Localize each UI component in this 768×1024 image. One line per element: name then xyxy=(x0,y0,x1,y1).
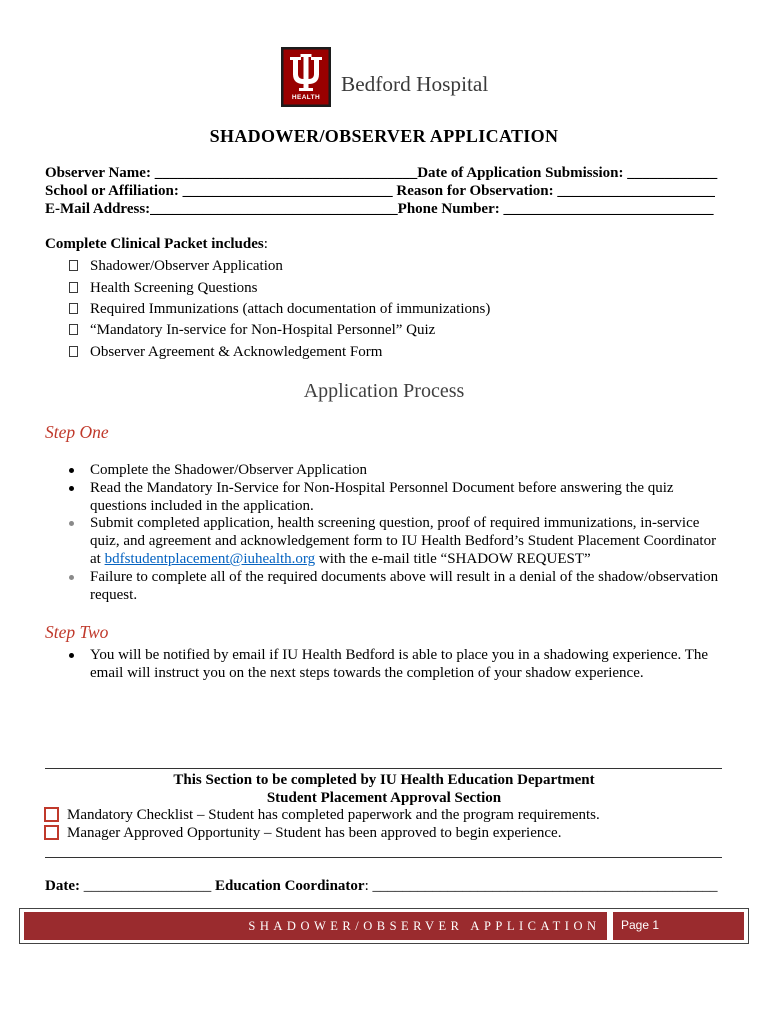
hospital-name: Bedford Hospital xyxy=(341,72,489,96)
divider xyxy=(45,857,722,858)
bullet-text: questions included in the application. xyxy=(90,498,314,514)
observer-name-label: Observer Name: xyxy=(45,165,155,181)
bullet-text xyxy=(90,550,716,568)
email-prefix: at xyxy=(90,551,105,567)
bullet-text: request. xyxy=(90,587,138,603)
signoff-row xyxy=(45,877,718,895)
email-suffix: with the e-mail title “SHADOW REQUEST” xyxy=(315,551,591,567)
step-one-bullet xyxy=(90,514,716,568)
footer-title-bar xyxy=(24,912,607,940)
school-label: School or Affiliation: xyxy=(45,183,183,199)
packet-heading xyxy=(45,235,268,253)
approval-heading: This Section to be completed by IU Health Education Department xyxy=(173,772,595,788)
checkbox-empty-icon xyxy=(69,260,78,271)
bullet-icon xyxy=(69,653,74,658)
footer-page-box xyxy=(613,912,744,940)
packet-item xyxy=(90,279,257,297)
packet-item-label: Observer Agreement & Acknowledgement Form xyxy=(90,344,383,360)
bullet-text: email will instruct you on the next steps towards the completion of your shadow experience. xyxy=(90,665,644,681)
observer-name-row xyxy=(45,164,717,182)
page-title: SHADOWER/OBSERVER APPLICATION xyxy=(209,126,559,146)
coordinator-label: Education Coordinator xyxy=(211,878,365,894)
checkbox-empty-icon xyxy=(69,324,78,335)
phone-label: Phone Number: xyxy=(397,201,504,217)
bullet-text: Submit completed application, health screening question, proof of required immunizations, in-service xyxy=(90,515,700,531)
bullet-icon xyxy=(69,575,74,580)
step-one-heading: Step One xyxy=(45,422,109,442)
packet-item-label: Health Screening Questions xyxy=(90,280,258,296)
date-label: Date: xyxy=(45,878,84,894)
observer-name-blank: ___________________________________ xyxy=(154,165,418,181)
packet-item xyxy=(90,300,490,318)
packet-item xyxy=(90,321,435,339)
approval-item xyxy=(67,824,561,842)
packet-item-label: “Mandatory In-service for Non-Hospital Personnel” Quiz xyxy=(90,322,436,338)
submission-date-blank: ____________ xyxy=(627,165,718,181)
submission-date-label: Date of Application Submission: xyxy=(417,165,628,181)
footer-title: SHADOWER/OBSERVER APPLICATION xyxy=(248,919,601,933)
date-blank: _________________ xyxy=(83,878,212,894)
email-link[interactable]: bdfstudentplacement@iuhealth.org xyxy=(104,551,316,567)
reason-blank: _____________________ xyxy=(557,183,715,199)
packet-heading-colon: : xyxy=(263,236,268,252)
school-blank: ____________________________ xyxy=(182,183,393,199)
checkbox-empty-icon xyxy=(44,807,59,822)
step-two-heading: Step Two xyxy=(45,622,109,642)
bullet-text: Read the Mandatory In-Service for Non-Hospital Personnel Document before answering the quiz xyxy=(90,480,674,496)
packet-item-label: Shadower/Observer Application xyxy=(90,258,283,274)
packet-item xyxy=(90,257,283,275)
checkbox-empty-icon xyxy=(44,825,59,840)
email-blank: _________________________________ xyxy=(150,201,398,217)
checkbox-empty-icon xyxy=(69,346,78,357)
coordinator-blank: ______________________________________________ xyxy=(372,878,718,894)
approval-subheading: Student Placement Approval Section xyxy=(266,790,502,806)
bullet-text: quiz, and agreement and acknowledgement form to IU Health Bedford’s Student Placement Coordinator xyxy=(90,533,717,549)
bullet-icon xyxy=(69,486,74,491)
approval-item-label: Mandatory Checklist – Student has completed paperwork and the program requirements. xyxy=(67,807,600,823)
bullet-text: You will be notified by email if IU Health Bedford is able to place you in a shadowing experience. The xyxy=(90,647,709,663)
step-one-bullet xyxy=(90,479,674,515)
packet-heading-text: Complete Clinical Packet includes xyxy=(45,236,264,252)
email-row xyxy=(45,200,713,218)
bullet-icon xyxy=(69,468,74,473)
page-number: Page 1 xyxy=(621,918,660,932)
packet-item xyxy=(90,343,382,361)
packet-item-label: Required Immunizations (attach documentation of immunizations) xyxy=(90,301,491,317)
step-one-bullet xyxy=(90,461,367,479)
phone-blank: ____________________________ xyxy=(503,201,714,217)
logo-wordmark: HEALTH xyxy=(291,94,321,101)
approval-item xyxy=(67,806,600,824)
checkbox-empty-icon xyxy=(69,303,78,314)
iu-health-logo xyxy=(281,47,331,107)
step-one-bullet xyxy=(90,568,718,604)
section-heading-application-process: Application Process xyxy=(303,380,465,402)
email-label: E-Mail Address: xyxy=(45,201,151,217)
divider xyxy=(45,768,722,769)
reason-label: Reason for Observation: xyxy=(392,183,558,199)
step-two-bullet xyxy=(90,646,708,682)
bullet-text: Failure to complete all of the required documents above will result in a denial of the shadow/observation xyxy=(90,569,719,585)
school-row xyxy=(45,182,715,200)
coordinator-colon: : xyxy=(364,878,373,894)
checkbox-empty-icon xyxy=(69,282,78,293)
bullet-text: Complete the Shadower/Observer Application xyxy=(90,462,368,478)
bullet-icon xyxy=(69,521,74,526)
approval-item-label: Manager Approved Opportunity – Student has been approved to begin experience. xyxy=(67,825,562,841)
